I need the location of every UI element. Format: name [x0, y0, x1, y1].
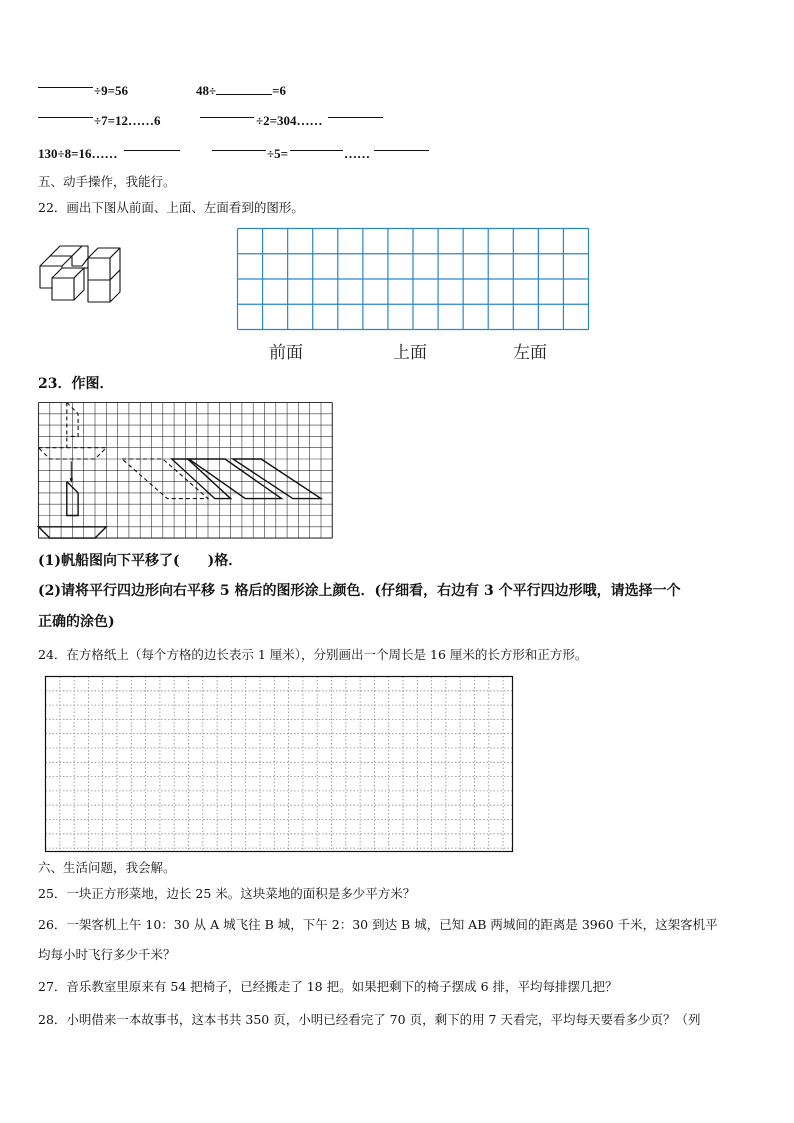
section-5-heading: 五、动手操作，我能行。	[38, 174, 176, 189]
section-6-heading: 六、生活问题，我会解。	[38, 860, 176, 875]
dotted-grid-border	[46, 677, 513, 852]
label-front: 前面	[269, 343, 303, 363]
blank-r1a[interactable]	[38, 87, 93, 88]
equation-r1b-head: 48÷	[196, 83, 217, 98]
equation-r2b: ÷2=304……	[256, 113, 323, 128]
equation-r2a: ÷7=12……6	[94, 113, 161, 128]
q23-sub1-post: )格．	[207, 553, 243, 569]
q23-text: 23．作图．	[38, 376, 114, 392]
blank-r2b[interactable]	[200, 117, 254, 118]
q25-text: 25．一块正方形菜地，边长 25 米。这块菜地的面积是多少平方米？	[38, 886, 416, 901]
drawing-grid[interactable]	[38, 402, 340, 540]
q28-text: 28．小明借来一本故事书，这本书共 350 页，小明已经看完了 70 页，剩下的用 7 天看完，平均每天要看多少页？（列	[38, 1012, 701, 1027]
blank-r3a[interactable]	[124, 150, 180, 151]
cube-figure	[36, 242, 131, 322]
blank-r3b[interactable]	[212, 150, 266, 151]
dotted-grid[interactable]	[45, 676, 513, 852]
q26-line1: 26．一架客机上午 10：30 从 A 城飞往 B 城，下午 2：30 到达 B 城，已知 AB 两城间的距离是 3960 千米，这架客机平	[38, 917, 718, 932]
q27-text: 27．音乐教室里原来有 54 把椅子，已经搬走了 18 把。如果把剩下的椅子摆成 6 排，平均每排摆几把？	[38, 979, 618, 994]
q26-line2: 均每小时飞行多少千米？	[38, 947, 176, 962]
equation-r1b	[196, 83, 286, 99]
q23-sub2-line2: 正确的涂色)	[38, 614, 115, 630]
label-top: 上面	[393, 343, 427, 363]
blank-r3c[interactable]	[290, 150, 343, 151]
equation-r3a: 130÷8=16……	[38, 146, 118, 161]
blank-r1b[interactable]	[216, 83, 272, 95]
grid23-lines	[39, 403, 333, 539]
q23-sub1	[38, 550, 242, 570]
q22-text: 22．画出下图从前面、上面、左面看到的图形。	[38, 200, 304, 215]
equation-r1b-tail: =6	[272, 83, 287, 98]
label-left: 左面	[513, 343, 547, 363]
blank-r2a[interactable]	[38, 117, 93, 118]
q23-sub2-line1: (2)请将平行四边形向右平移 5 格后的图形涂上颜色．(仔细看，右边有 3 个平行四边形哦，请选择一个	[38, 583, 681, 599]
q23-sub1-pre: (1)帆船图向下平移了(	[38, 553, 180, 569]
blank-r2c[interactable]	[328, 117, 383, 118]
view-grid[interactable]	[237, 228, 589, 330]
q24-text: 24．在方格纸上（每个方格的边长表示 1 厘米），分别画出一个周长是 16 厘米的长方形和正方形。	[38, 647, 588, 662]
equation-r3b-dots: ……	[344, 146, 370, 161]
equation-r1a: ÷9=56	[94, 83, 129, 98]
blank-r3d[interactable]	[374, 150, 429, 151]
equation-r3b-mid: ÷5=	[267, 146, 289, 161]
